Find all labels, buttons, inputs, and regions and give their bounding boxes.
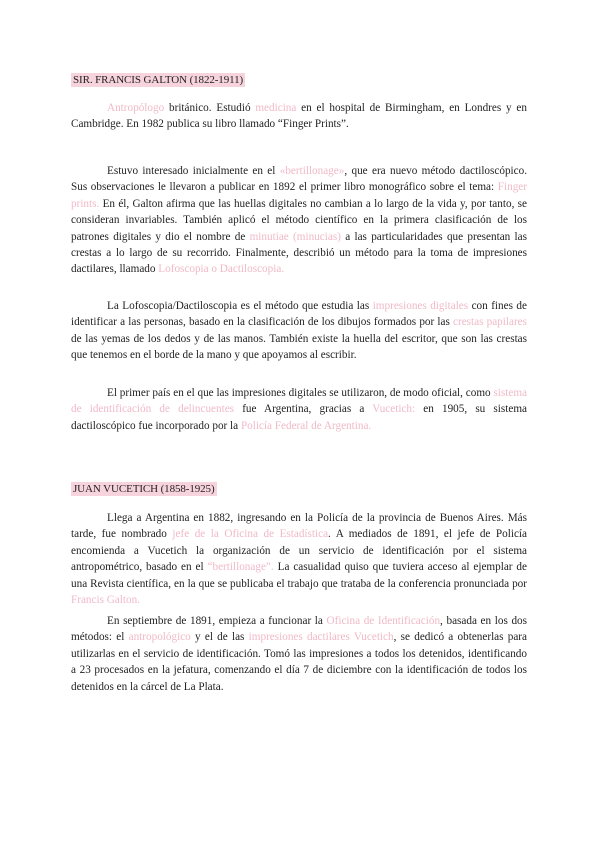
paragraph (71, 298, 527, 364)
highlighted-term: Oficina de Identificación (326, 615, 441, 627)
highlighted-term: Lofoscopia o Dactiloscopia. (158, 263, 285, 276)
highlighted-term: «bertillonage» (279, 165, 345, 177)
text-run: y el de las (190, 631, 249, 644)
highlighted-term: Policía Federal de Argentina. (240, 419, 372, 432)
highlighted-term: sistema de identificación de delincuentes (71, 387, 527, 416)
text-run: , que era nuevo método dactiloscópico. Sus observaciones le llevaron a publicar en 1892 el primer libro monográfico sobre el tema: (71, 165, 527, 194)
text-run: en 1905, su sistema dactiloscópico fue incorporado por la (71, 403, 527, 432)
highlighted-term: crestas papilares (453, 316, 527, 329)
text-run: fue Argentina, gracias a (234, 403, 373, 416)
highlighted-term: Antropólogo (107, 102, 165, 114)
text-run: En septiembre de 1891, empieza a funcionar la (107, 615, 327, 627)
text-run: a las particularidades que presentan las crestas a lo largo de su recorrido. Finalmente, describió un método para la toma de impresiones dactilares, llamado (71, 230, 527, 276)
section-heading: JUAN VUCETICH (1858-1925) (73, 483, 215, 495)
paragraph (71, 510, 527, 608)
highlighted-term: antropológico (128, 631, 191, 644)
text-run: En él, Galton afirma que las huellas digitales no cambian a lo largo de la vida y, por tanto, se consideran invariables. También aplicó el método científico en la primera clasificación de los patrones digitales y dio el nombre de (71, 197, 527, 243)
highlighted-term: jefe de la Oficina de Estadística (172, 528, 329, 541)
text-run: . A mediados de 1891, el jefe de Policía encomienda a Vucetich la organización de un servicio de identificación por el sistema antropométrico, basado en el (71, 528, 527, 574)
text-run: La casualidad quiso que tuviera acceso al ejemplar de una Revista científica, en la que se publicaba el trabajo que trataba de la conferencia pronunciada por (71, 561, 527, 590)
highlighted-term: minutiae (minucias) (249, 230, 341, 243)
paragraph (71, 385, 527, 434)
text-run: , se dedicó a obtenerlas para utilizarlas en el servicio de identificación. Tomó las impresiones a todos los detenidos, identificando a 23 procesados en la jefatura, comenzando el día 7 de diciembre con la identificación de todos los detenidos en la cárcel de La Plata. (71, 631, 527, 693)
text-run: Estuvo interesado inicialmente en el (107, 165, 280, 177)
highlighted-term: “bertillonage”. (207, 561, 274, 574)
highlighted-term: impresiones dactilares Vucetich (248, 631, 394, 644)
paragraph (71, 613, 527, 695)
highlighted-term: impresiones digitales (372, 300, 469, 312)
text-run: de las yemas de los dedos y de las manos. También existe la huella del escritor, que son las crestas que tenemos en el borde de la mano y que apoyamos al escribir. (71, 332, 527, 362)
text-run: con fines de identificar a las personas, basado en la clasificación de los dibujos formados por las (71, 300, 527, 329)
text-run: El primer país en el que las impresiones digitales se utilizaron, de modo oficial, como (107, 387, 494, 399)
text-run: La Lofoscopia/Dactiloscopia es el método que estudia las (107, 300, 373, 312)
highlighted-term: Finger prints. (71, 181, 527, 210)
paragraph (71, 100, 527, 133)
highlighted-term: Francis Galton. (71, 594, 140, 607)
section-heading: SIR. FRANCIS GALTON (1822-1911) (73, 74, 244, 86)
highlighted-term: Vucetich: (372, 403, 416, 416)
paragraph (71, 163, 527, 278)
text-run: británico. Estudió (164, 102, 256, 114)
text-run: , basada en los dos métodos: el (71, 615, 527, 644)
text-run: en el hospital de Birmingham, en Londres y en Cambridge. En 1982 publica su libro llamado “Finger Prints”. (71, 102, 527, 131)
highlighted-term: medicina (255, 102, 297, 114)
text-run: Llega a Argentina en 1882, ingresando en la Policía de la provincia de Buenos Aires. Más tarde, fue nombrado (71, 512, 527, 541)
